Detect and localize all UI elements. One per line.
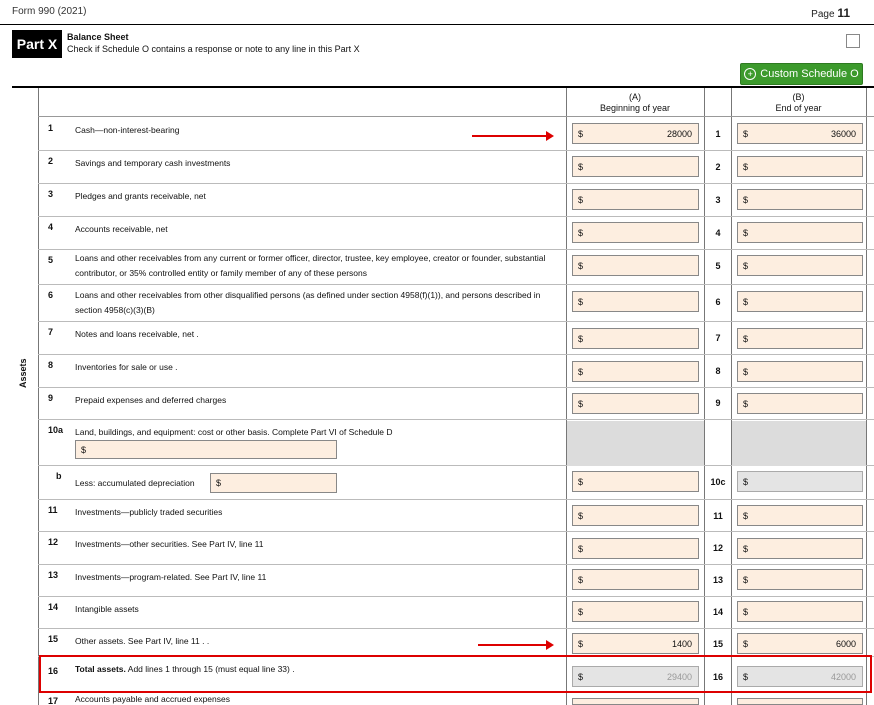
amount-a-line-13[interactable]	[572, 569, 699, 590]
amount-b-line-8[interactable]	[737, 361, 863, 382]
line-number: 5	[715, 261, 721, 271]
amount-b-line-12[interactable]	[737, 538, 863, 559]
row-label: Investments—publicly traded securities	[75, 507, 223, 517]
amount-value: 1400	[671, 639, 692, 649]
custom-schedule-o-button[interactable]	[740, 63, 863, 85]
amount-b-line-7[interactable]	[737, 328, 863, 349]
amount-value: 42000	[830, 672, 856, 682]
amount-b-line-5[interactable]	[737, 255, 863, 276]
schedule-o-checkbox[interactable]	[846, 34, 860, 48]
row-label: Add lines 1 through 15 (must equal line 33) .	[127, 664, 295, 674]
dollar-sign: $	[578, 607, 584, 617]
dollar-sign: $	[743, 639, 749, 649]
row-number: 13	[48, 570, 59, 580]
schedule-o-check-text: Check if Schedule O contains a response or note to any line in this Part X	[67, 44, 360, 54]
column-b-letter: (B)	[792, 92, 805, 102]
dollar-sign: $	[743, 297, 749, 307]
amount-value: 6000	[835, 639, 856, 649]
form-header	[0, 0, 874, 25]
line-number: 4	[715, 228, 721, 238]
dollar-sign: $	[743, 544, 749, 554]
line-number: 16	[712, 672, 723, 682]
dollar-sign: $	[578, 367, 584, 377]
line-number: 14	[712, 607, 723, 617]
total-assets-highlight-box	[39, 655, 872, 693]
header-divider	[38, 116, 874, 117]
dollar-sign: $	[743, 367, 749, 377]
amount-a-line-2[interactable]	[572, 156, 699, 177]
row-label: Cash—non-interest-bearing	[75, 125, 180, 135]
dollar-sign: $	[578, 639, 584, 649]
line-number: 8	[715, 366, 721, 376]
amount-a-line-4[interactable]	[572, 222, 699, 243]
row-number: b	[56, 471, 62, 481]
page-word: Page	[811, 9, 835, 20]
row-number: 11	[48, 505, 58, 515]
amount-value: 28000	[666, 129, 692, 139]
amount-a-line-9[interactable]	[572, 393, 699, 414]
row-number: 16	[48, 666, 59, 676]
amount-value: 29400	[666, 672, 692, 682]
row-number: 17	[48, 696, 59, 705]
row-number: 9	[48, 393, 54, 403]
dollar-sign: $	[578, 228, 584, 238]
row-number: 4	[48, 222, 54, 232]
dollar-sign: $	[743, 195, 749, 205]
divider	[12, 86, 874, 88]
dollar-sign: $	[743, 607, 749, 617]
row-number: 12	[48, 537, 59, 547]
row-label: Intangible assets	[75, 604, 139, 614]
dollar-sign: $	[743, 511, 749, 521]
shaded-cell	[732, 421, 866, 466]
row-label: Prepaid expenses and deferred charges	[75, 395, 227, 405]
line-number: 15	[712, 639, 723, 649]
dollar-sign: $	[578, 129, 584, 139]
line-number: 2	[715, 162, 721, 172]
row-label: Accounts payable and accrued expenses	[75, 694, 230, 704]
dollar-sign: $	[578, 544, 584, 554]
line-number: 13	[712, 575, 723, 585]
row-number: 8	[48, 360, 54, 370]
row-number: 6	[48, 290, 54, 300]
line-10b-depreciation-input[interactable]	[210, 473, 337, 493]
line-number: 3	[715, 195, 721, 205]
red-arrow-icon	[472, 135, 548, 137]
amount-a-line-17[interactable]	[572, 698, 699, 705]
row-number: 3	[48, 189, 54, 199]
amount-b-line-1[interactable]	[737, 123, 863, 144]
amount-b-line-3[interactable]	[737, 189, 863, 210]
amount-b-line-13[interactable]	[737, 569, 863, 590]
row-number: 1	[48, 123, 54, 133]
amount-a-line-10c[interactable]	[572, 471, 699, 492]
row-label: Land, buildings, and equipment: cost or other basis. Complete Part VI of Schedule D	[75, 427, 393, 437]
line-number: 10c	[710, 477, 726, 487]
page-number: 11	[837, 6, 850, 20]
column-a-letter: (A)	[629, 92, 641, 102]
row-number: 2	[48, 156, 54, 166]
row-label: Loans and other receivables from other disqualified persons (as defined under section 4958(f)(1)), and persons described in section 4958(c)(3)(B)	[75, 290, 541, 315]
dollar-sign: $	[578, 162, 584, 172]
row-label: Pledges and grants receivable, net	[75, 191, 206, 201]
page-indicator	[811, 6, 850, 20]
shaded-cell	[567, 421, 704, 466]
row-label-bold: Total assets.	[75, 664, 126, 674]
dollar-sign: $	[578, 261, 584, 271]
line-number: 6	[715, 297, 721, 307]
amount-b-line-10c	[737, 471, 863, 492]
custom-schedule-o-label: Custom Schedule O	[760, 68, 859, 80]
row-number: 10a	[48, 425, 64, 435]
dollar-sign: $	[216, 478, 222, 488]
column-a-header	[566, 92, 704, 114]
amount-a-line-8[interactable]	[572, 361, 699, 382]
form-name: Form 990 (2021)	[12, 6, 87, 17]
dollar-sign: $	[578, 575, 584, 585]
row-label: Investments—program-related. See Part IV, line 11	[75, 572, 267, 582]
dollar-sign: $	[743, 399, 749, 409]
row-label: Loans and other receivables from any current or former officer, director, trustee, key employee, creator or founder, substantial contributor, or 35% controlled entity or family member of any of these persons	[75, 253, 546, 278]
dollar-sign: $	[743, 575, 749, 585]
dollar-sign: $	[578, 334, 584, 344]
amount-b-line-6[interactable]	[737, 291, 863, 312]
amount-a-line-12[interactable]	[572, 538, 699, 559]
amount-a-line-3[interactable]	[572, 189, 699, 210]
amount-a-line-1[interactable]	[572, 123, 699, 144]
amount-b-line-14[interactable]	[737, 601, 863, 622]
side-label-assets: Assets	[18, 358, 28, 388]
amount-a-line-6[interactable]	[572, 291, 699, 312]
row-number: 7	[48, 327, 54, 337]
row-label: Accounts receivable, net	[75, 224, 168, 234]
amount-a-line-14[interactable]	[572, 601, 699, 622]
line-number: 9	[715, 398, 721, 408]
dollar-sign: $	[743, 261, 749, 271]
amount-a-line-7[interactable]	[572, 328, 699, 349]
row-label: Less: accumulated depreciation	[75, 478, 195, 488]
row-number: 15	[48, 634, 59, 644]
dollar-sign: $	[578, 297, 584, 307]
line-number: 7	[715, 333, 721, 343]
dollar-sign: $	[743, 228, 749, 238]
plus-circle-icon: +	[744, 68, 756, 80]
part-label: Part X	[12, 30, 62, 58]
column-b-header	[731, 92, 866, 114]
amount-b-line-2[interactable]	[737, 156, 863, 177]
dollar-sign: $	[578, 672, 584, 682]
dollar-sign: $	[743, 672, 749, 682]
dollar-sign: $	[743, 334, 749, 344]
line-10a-cost-input[interactable]	[75, 440, 337, 459]
dollar-sign: $	[81, 445, 87, 455]
dollar-sign: $	[743, 162, 749, 172]
line-number: 11	[713, 511, 723, 521]
column-b-label: End of year	[775, 103, 822, 113]
column-a-label: Beginning of year	[599, 103, 671, 113]
dollar-sign: $	[578, 399, 584, 409]
amount-b-line-11[interactable]	[737, 505, 863, 526]
dollar-sign: $	[743, 477, 749, 487]
amount-value: 36000	[830, 129, 856, 139]
amount-b-line-4[interactable]	[737, 222, 863, 243]
amount-a-line-15[interactable]	[572, 633, 699, 654]
amount-b-line-17[interactable]	[737, 698, 863, 705]
row-label: Notes and loans receivable, net .	[75, 329, 199, 339]
amount-a-line-11[interactable]	[572, 505, 699, 526]
row-label: Savings and temporary cash investments	[75, 158, 231, 168]
line-number: 1	[715, 129, 721, 139]
dollar-sign: $	[743, 129, 749, 139]
row-label: Inventories for sale or use .	[75, 362, 178, 372]
dollar-sign: $	[578, 477, 584, 487]
dollar-sign: $	[578, 511, 584, 521]
amount-a-line-5[interactable]	[572, 255, 699, 276]
row-number: 5	[48, 255, 54, 265]
part-title: Balance Sheet	[67, 32, 129, 42]
line-number: 12	[712, 543, 723, 553]
dollar-sign: $	[578, 195, 584, 205]
red-arrow-icon	[478, 644, 548, 646]
row-number: 14	[48, 602, 59, 612]
amount-b-line-15[interactable]	[737, 633, 863, 654]
row-label: Other assets. See Part IV, line 11 . .	[75, 636, 210, 646]
row-label: Investments—other securities. See Part IV, line 11	[75, 539, 264, 549]
amount-b-line-9[interactable]	[737, 393, 863, 414]
